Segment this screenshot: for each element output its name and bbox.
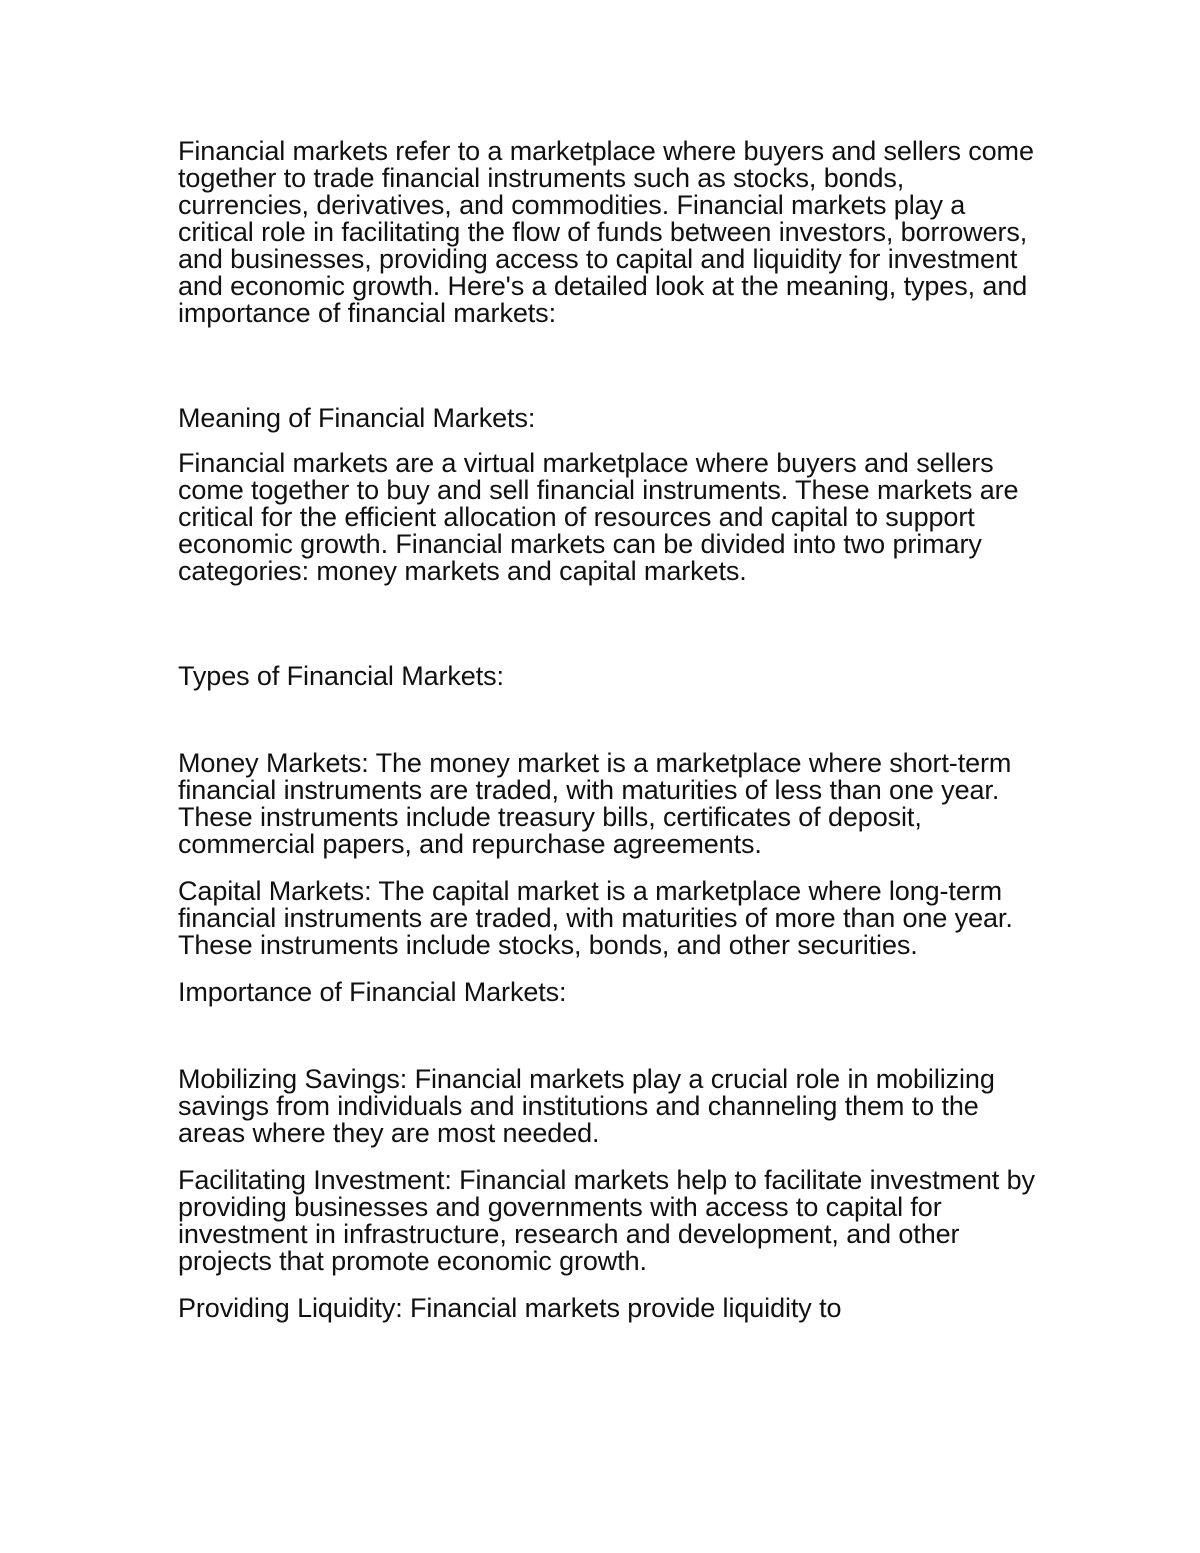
capital-markets-paragraph: Capital Markets: The capital market is a marketplace where long-term financial instruments are traded, with maturities of more than one year. These instruments include stocks, bonds, and other securities. <box>178 876 1013 960</box>
mobilizing-savings-paragraph: Mobilizing Savings: Financial markets play a crucial role in mobilizing savings from individuals and institutions and channeling them to the areas where they are most needed. <box>178 1064 995 1148</box>
importance-heading: Importance of Financial Markets: <box>178 977 567 1007</box>
spacer <box>178 327 1038 405</box>
spacer <box>178 858 1038 878</box>
spacer <box>178 690 1038 750</box>
providing-liquidity-paragraph: Providing Liquidity: Financial markets provide liquidity to <box>178 1293 842 1323</box>
money-markets-paragraph: Money Markets: The money market is a marketplace where short-term financial instruments are traded, with maturities of less than one year. These instruments include treasury bills, certificates of deposit, commercial papers, and repurchase agreements. <box>178 748 1012 859</box>
spacer <box>178 959 1038 979</box>
intro-paragraph: Financial markets refer to a marketplace where buyers and sellers come together to trade financial instruments such as stocks, bonds, currencies, derivatives, and commodities. Financial markets play a critical role in facilitating the flow of funds between investors, borrowers, and businesses, providing access to capital and liquidity for investment and economic growth. Here's a detailed look at the meaning, types, and importance of financial markets: <box>178 136 1034 328</box>
meaning-heading: Meaning of Financial Markets: <box>178 403 536 433</box>
document-body <box>178 138 1038 1322</box>
spacer <box>178 1275 1038 1295</box>
spacer <box>178 1006 1038 1066</box>
spacer <box>178 585 1038 663</box>
types-heading: Types of Financial Markets: <box>178 661 504 691</box>
meaning-paragraph: Financial markets are a virtual marketplace where buyers and sellers come together to buy and sell financial instruments. These markets are critical for the efficient allocation of resources and capital to support economic growth. Financial markets can be divided into two primary categories: money markets and capital markets. <box>178 448 1019 586</box>
facilitating-investment-paragraph: Facilitating Investment: Financial markets help to facilitate investment by providing businesses and governments with access to capital for investment in infrastructure, research and development, and other projects that promote economic growth. <box>178 1165 1035 1276</box>
spacer <box>178 1147 1038 1167</box>
